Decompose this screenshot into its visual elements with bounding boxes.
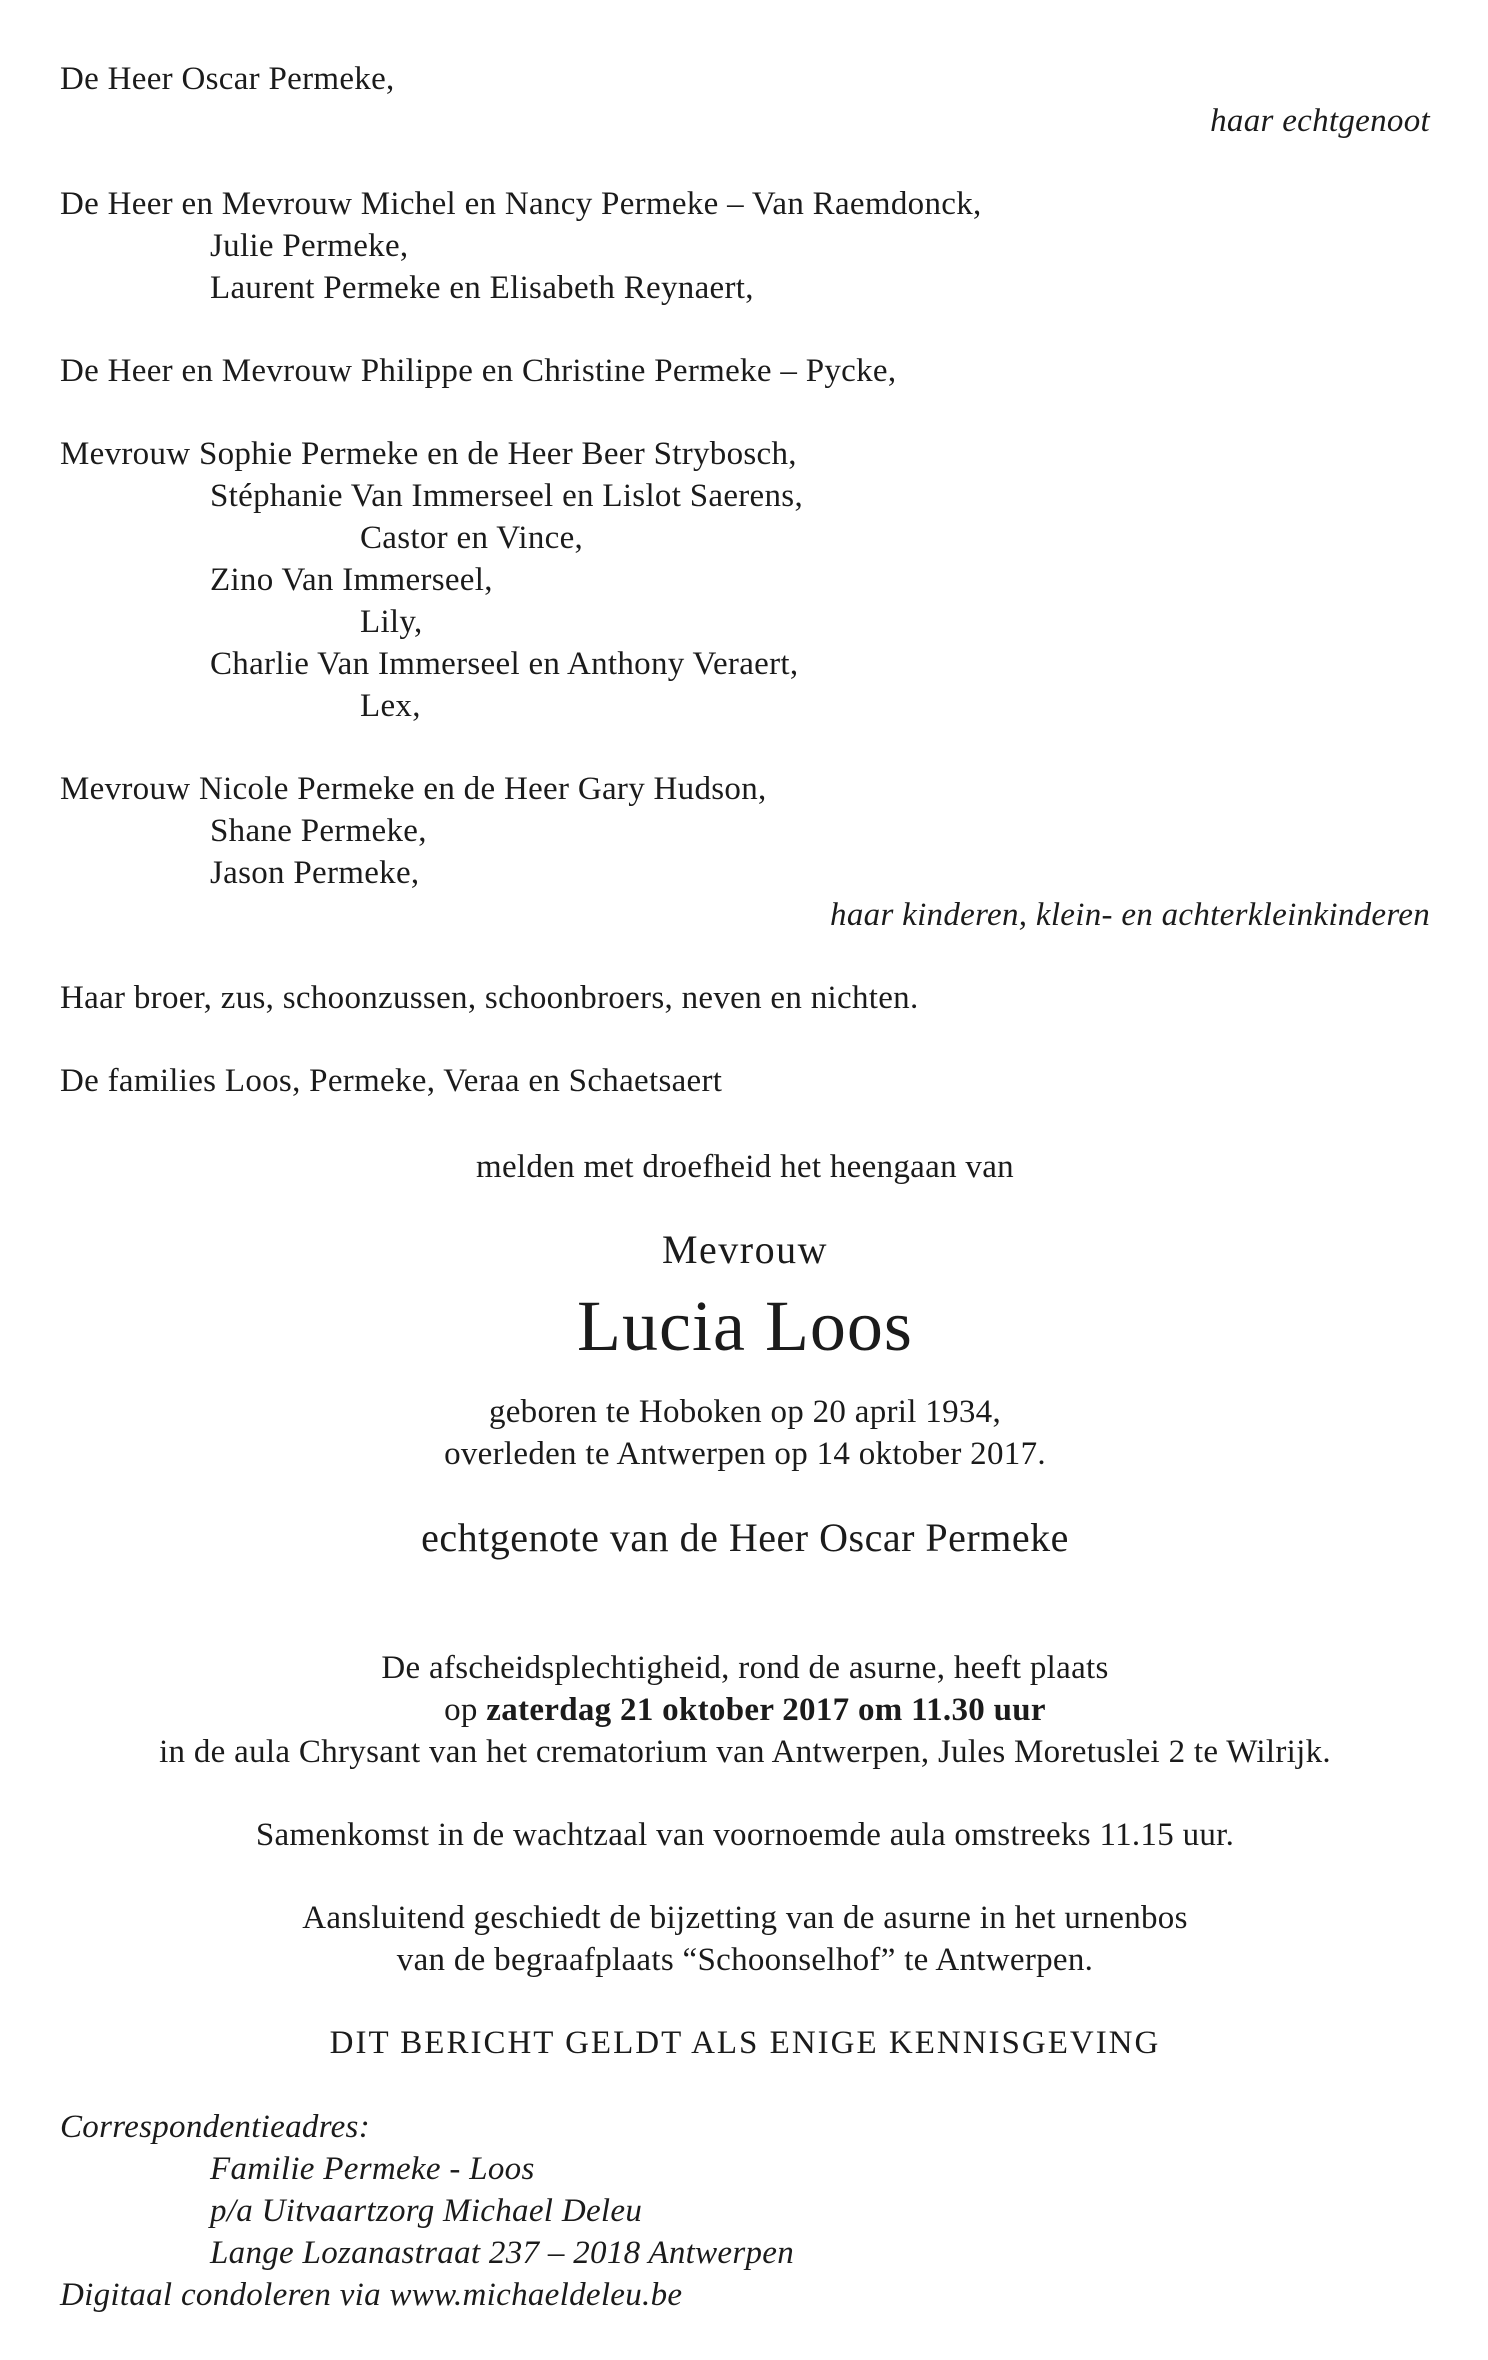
family-line: Lex, — [360, 688, 421, 724]
deceased-title: Mevrouw — [661, 1227, 829, 1272]
digital-condolence-line: Digitaal condoleren via www.michaeldeleu.be — [60, 2277, 683, 2313]
deceased-name: Lucia Loos — [577, 1286, 913, 1366]
correspondence-line: Lange Lozanastraat 237 – 2018 Antwerpen — [210, 2235, 795, 2271]
family-line: Mevrouw Nicole Permeke en de Heer Gary Hudson, — [60, 771, 767, 807]
gathering-line: Samenkomst in de wachtzaal van voornoemde aula omstreeks 11.15 uur. — [255, 1817, 1235, 1853]
family-sophie-group — [60, 433, 1430, 727]
family-line: Zino Van Immerseel, — [210, 562, 493, 598]
correspondence-section — [60, 2106, 1430, 2316]
family-michel-group — [60, 183, 1430, 309]
correspondence-line: Familie Permeke - Loos — [210, 2151, 535, 2187]
husband-section — [60, 58, 1430, 142]
husband-line: De Heer Oscar Permeke, — [60, 61, 395, 97]
family-line: Shane Permeke, — [210, 813, 427, 849]
siblings-line: Haar broer, zus, schoonzussen, schoonbroers, neven en nichten. — [60, 980, 919, 1016]
family-line: Charlie Van Immerseel en Anthony Veraert, — [210, 646, 799, 682]
family-line: Laurent Permeke en Elisabeth Reynaert, — [210, 270, 754, 306]
ceremony-location-line: in de aula Chrysant van het crematorium van Antwerpen, Jules Moretuslei 2 te Wilrijk. — [159, 1734, 1331, 1770]
family-philippe-group — [60, 350, 1430, 392]
correspondence-header: Correspondentieadres: — [60, 2109, 370, 2145]
family-line: Lily, — [360, 604, 423, 640]
family-line: De Heer en Mevrouw Michel en Nancy Permeke – Van Raemdonck, — [60, 186, 982, 222]
sole-notification-line: DIT BERICHT GELDT ALS ENIGE KENNISGEVING — [329, 2025, 1161, 2061]
ceremony-date-line — [60, 1689, 1430, 1731]
correspondence-line: p/a Uitvaartzorg Michael Deleu — [210, 2193, 643, 2229]
ceremony-line: De afscheidsplechtigheid, rond de asurne, heeft plaats — [381, 1650, 1109, 1686]
burial-line: van de begraafplaats “Schoonselhof” te Antwerpen. — [396, 1942, 1094, 1978]
husband-relation-label: haar echtgenoot — [1210, 103, 1430, 139]
family-nicole-group — [60, 768, 1430, 936]
children-relation-label: haar kinderen, klein- en achterkleinkinderen — [830, 897, 1430, 933]
announcement-section — [60, 1146, 1430, 1563]
death-line: overleden te Antwerpen op 14 oktober 2017. — [444, 1436, 1046, 1472]
burial-line: Aansluitend geschiedt de bijzetting van de asurne in het urnenbos — [302, 1900, 1188, 1936]
ceremony-date-bold: zaterdag 21 oktober 2017 om 11.30 uur — [486, 1692, 1046, 1728]
family-line: Stéphanie Van Immerseel en Lislot Saerens, — [210, 478, 803, 514]
ceremony-date-prefix: op — [444, 1692, 478, 1728]
intro-line: melden met droefheid het heengaan van — [476, 1149, 1014, 1185]
birth-line: geboren te Hoboken op 20 april 1934, — [488, 1394, 1002, 1430]
family-line: Jason Permeke, — [210, 855, 420, 891]
ceremony-section — [60, 1647, 1430, 2064]
family-line: Castor en Vince, — [360, 520, 584, 556]
family-line: Julie Permeke, — [210, 228, 409, 264]
spouse-line: echtgenote van de Heer Oscar Permeke — [421, 1515, 1069, 1560]
family-line: De Heer en Mevrouw Philippe en Christine Permeke – Pycke, — [60, 353, 897, 389]
families-line: De families Loos, Permeke, Veraa en Schaetsaert — [60, 1063, 723, 1099]
family-line: Mevrouw Sophie Permeke en de Heer Beer Strybosch, — [60, 436, 797, 472]
